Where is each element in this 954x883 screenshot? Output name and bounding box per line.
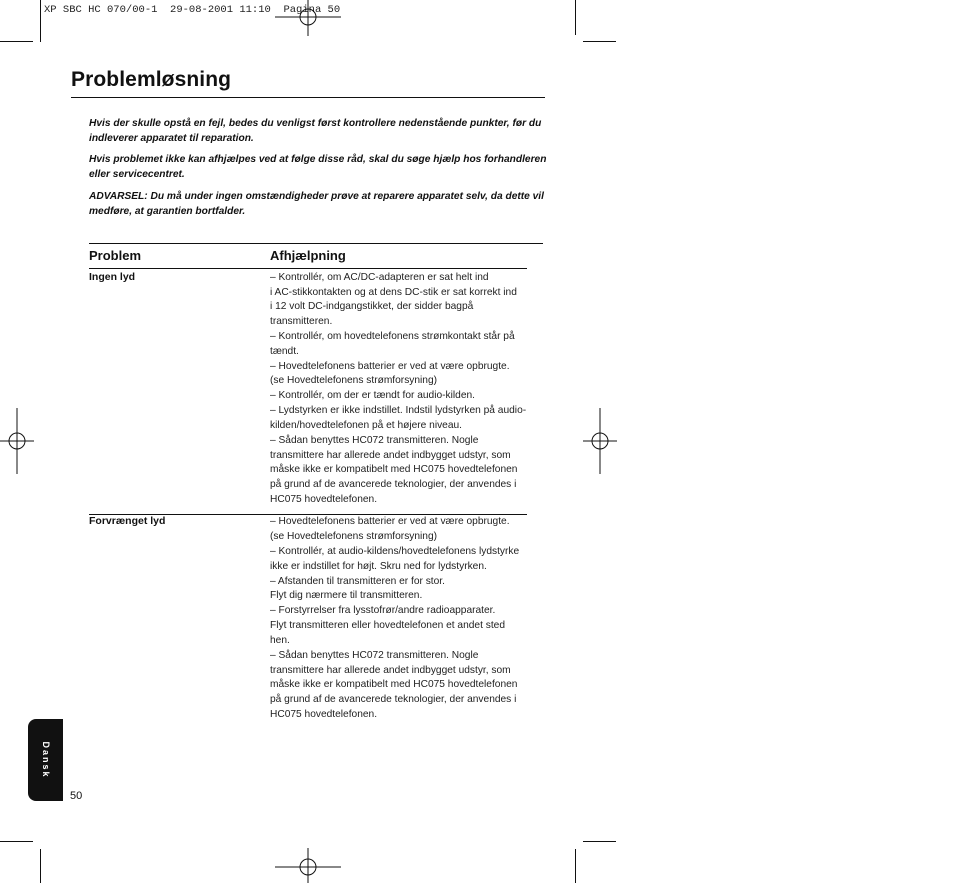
remedy-line: i 12 volt DC-indgangstikket, der sidder bagpå bbox=[270, 301, 474, 312]
remedy-line: transmitteren. bbox=[270, 316, 333, 327]
remedy-line: – Forstyrrelser fra lysstofrør/andre radioapparater. bbox=[270, 605, 496, 616]
remedy-line: – Sådan benyttes HC072 transmitteren. Nogle bbox=[270, 435, 479, 446]
remedy-line: kilden/hovedtelefonen på et højere niveau. bbox=[270, 420, 463, 431]
remedy-line: Flyt dig nærmere til transmitteren. bbox=[270, 590, 423, 601]
remedy-line: – Sådan benyttes HC072 transmitteren. Nogle bbox=[270, 650, 479, 661]
print-header: XP SBC HC 070/00-1 29-08-2001 11:10 Pagina 50 bbox=[44, 4, 341, 16]
remedy-line: transmittere har allerede andet indbygget udstyr, som bbox=[270, 665, 511, 676]
remedy-line: – Kontrollér, om der er tændt for audio-kilden. bbox=[270, 390, 475, 401]
intro-paragraph: Hvis problemet ikke kan afhjælpes ved at følge disse råd, skal du søge hjælp hos forhandleren eller servicecentret. bbox=[89, 154, 547, 180]
crop-mark bbox=[0, 841, 33, 842]
remedy-line: – Lydstyrken er ikke indstillet. Indstil lydstyrken på audio- bbox=[270, 405, 527, 416]
language-tab-label: Dansk bbox=[40, 741, 51, 779]
remedy-line: hen. bbox=[270, 635, 290, 646]
remedy-line: på grund af de avancerede teknologier, der anvendes i bbox=[270, 694, 517, 705]
title-rule bbox=[71, 97, 545, 98]
remedy-line: – Hovedtelefonens batterier er ved at være opbrugte. bbox=[270, 361, 510, 372]
crop-mark bbox=[575, 849, 576, 883]
remedy-line: – Kontrollér, om hovedtelefonens strømkontakt står på bbox=[270, 331, 515, 342]
column-header-remedy: Afhjælpning bbox=[270, 248, 346, 263]
remedy-line: – Kontrollér, om AC/DC-adapteren er sat helt ind bbox=[270, 272, 489, 283]
crop-mark bbox=[0, 41, 33, 42]
language-tab bbox=[28, 719, 63, 801]
warning-paragraph: ADVARSEL: Du må under ingen omstændigheder prøve at reparere apparatet selv, da dette vil medføre, at garantien bortfalder. bbox=[89, 191, 544, 217]
remedy-line: ikke er indstillet for højt. Skru ned for lydstyrken. bbox=[270, 561, 487, 572]
registration-mark-bottom bbox=[275, 848, 341, 883]
remedy-line: – Afstanden til transmitteren er for stor. bbox=[270, 576, 445, 587]
table-header-rule bbox=[89, 268, 527, 269]
crop-mark bbox=[575, 0, 576, 35]
remedy-line: måske ikke er kompatibelt med HC075 hovedtelefonen bbox=[270, 464, 518, 475]
remedy-line: (se Hovedtelefonens strømforsyning) bbox=[270, 375, 438, 386]
remedy-line: Flyt transmitteren eller hovedtelefonen et andet sted bbox=[270, 620, 506, 631]
crop-mark bbox=[583, 41, 616, 42]
remedy-line: – Hovedtelefonens batterier er ved at være opbrugte. bbox=[270, 516, 510, 527]
remedy-line: HC075 hovedtelefonen. bbox=[270, 494, 378, 505]
column-header-problem: Problem bbox=[89, 248, 142, 263]
remedy-line: transmittere har allerede andet indbygget udstyr, som bbox=[270, 450, 511, 461]
problem-label: Forvrænget lyd bbox=[89, 515, 166, 527]
crop-mark bbox=[583, 841, 616, 842]
remedy-line: HC075 hovedtelefonen. bbox=[270, 709, 378, 720]
crop-mark bbox=[40, 849, 41, 883]
remedy-line: måske ikke er kompatibelt med HC075 hovedtelefonen bbox=[270, 679, 518, 690]
problem-label: Ingen lyd bbox=[89, 271, 136, 283]
registration-mark-right bbox=[583, 408, 617, 474]
remedy-line: tændt. bbox=[270, 346, 299, 357]
registration-mark-left bbox=[0, 408, 34, 474]
crop-mark bbox=[40, 0, 41, 42]
intro-paragraph: Hvis der skulle opstå en fejl, bedes du venligst først kontrollere nedenstående punkter, før du indleverer apparatet til reparation. bbox=[89, 118, 542, 144]
remedy-line: på grund af de avancerede teknologier, der anvendes i bbox=[270, 479, 517, 490]
page-number: 50 bbox=[70, 790, 83, 802]
remedy-line: (se Hovedtelefonens strømforsyning) bbox=[270, 531, 438, 542]
remedy-line: – Kontrollér, at audio-kildens/hovedtelefonens lydstyrke bbox=[270, 546, 520, 557]
table-top-rule bbox=[89, 243, 543, 244]
remedy-line: i AC-stikkontakten og at dens DC-stik er sat korrekt ind bbox=[270, 287, 517, 298]
registration-mark-top bbox=[275, 0, 341, 36]
page-title: Problemløsning bbox=[71, 68, 232, 91]
